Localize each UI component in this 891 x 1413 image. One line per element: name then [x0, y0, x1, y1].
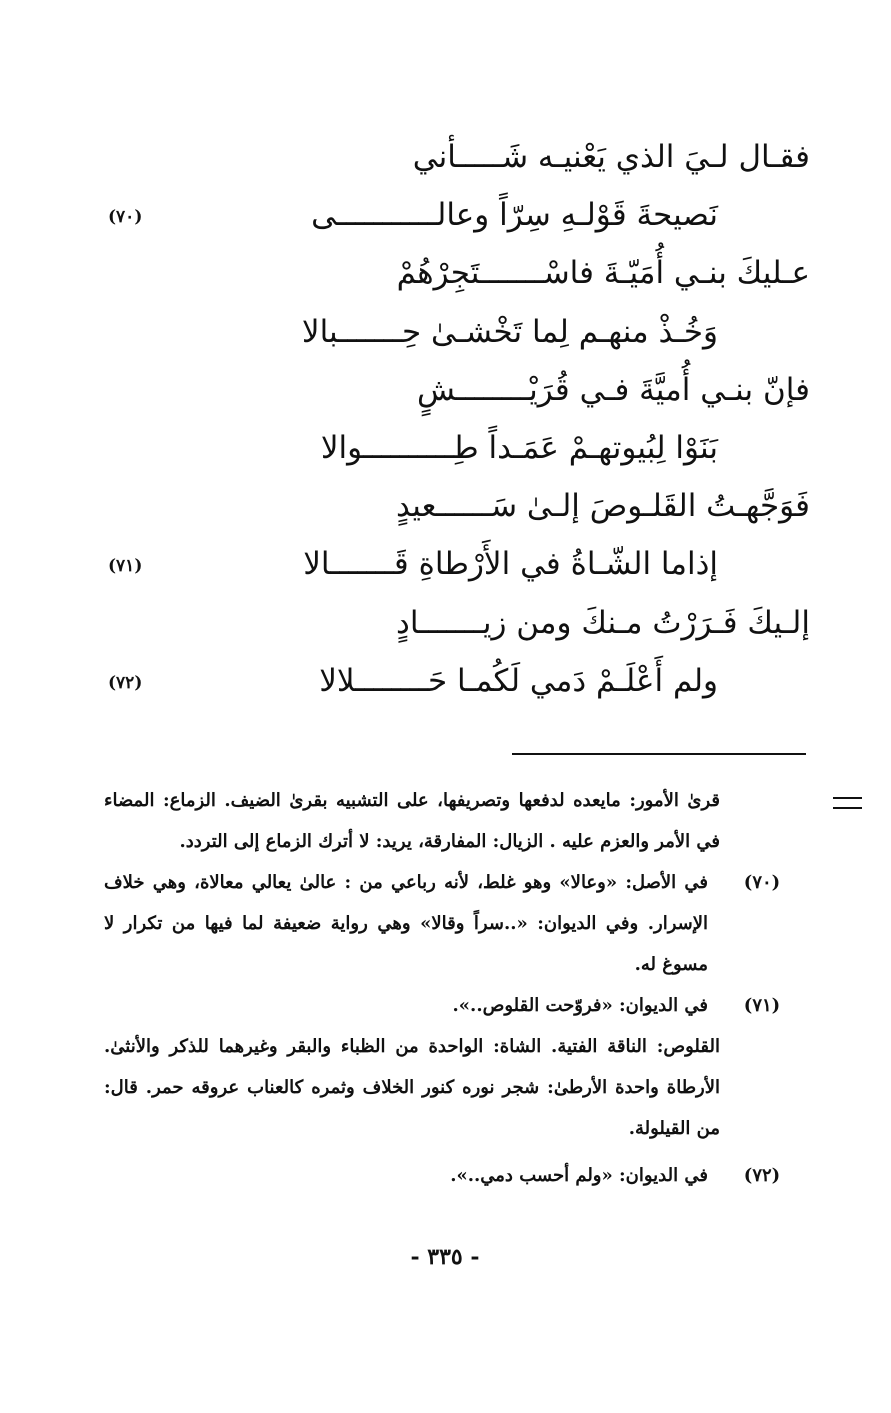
footnote-number: (٧٢): [743, 1165, 781, 1186]
poem-verse: [100, 128, 810, 186]
footnotes: [104, 780, 816, 1196]
verse-text: إلـيكَ فَـرَرْتُ مـنكَ ومن زيـــــــادٍ: [396, 604, 810, 641]
verse-text: فإنّ بنـي أُميَّةَ فـي قُرَيْــــــــشٍ: [416, 371, 810, 408]
poem-verse: [100, 419, 810, 477]
poem-verse: [100, 652, 810, 710]
verse-text: فَوَجَّهـتُ القَلـوصَ إلـىٰ سَــــــعيدٍ: [396, 488, 810, 525]
footnote-separator: [512, 753, 806, 755]
poem: [100, 128, 810, 710]
footnote: [104, 780, 816, 862]
verse-text: بَنَوْا لِبُيوتهـمْ عَمَـداً طِــــــــــوالا: [320, 429, 718, 466]
footnote-text: القلوص: الناقة الفتية. الشاة: الواحدة من الظباء والبقر وغيرهما للذكر والأنثىٰ. الأرطاة واحدة الأرطىٰ: شجر نوره كنور الخلاف وثمره كالعناب عروقه حمر. قال: من القيلولة.: [104, 1036, 720, 1139]
footnote-number: (٧٠): [743, 872, 781, 893]
footnote: [104, 1155, 816, 1196]
poem-verse: [100, 535, 810, 593]
footnote: [104, 862, 816, 985]
verse-text: عـليكَ بنـي أُمَيّـةَ فاسْـــــــتَجِرْهُمْ: [396, 255, 810, 292]
verse-text: ولم أَعْلَـمْ دَمي لَكُمـا حَــــــــلالا: [319, 662, 718, 699]
verse-text: إذاما الشّـاةُ في الأَرْطاةِ قَـــــــالا: [303, 546, 718, 583]
footnote-text: في الديوان: «ولم أحسب دمي..».: [450, 1165, 708, 1186]
footnote: [104, 985, 816, 1026]
verse-text: فقـال لـيَ الذي يَعْنيـه شَـــــأني: [412, 139, 810, 175]
footnote-text: قرىٰ الأمور: مايعده لدفعها وتصريفها، على التشبيه بقرىٰ الضيف. الزماع: المضاء في الأمر والعزم عليه . الزيال: المفارقة، يريد: لا أترك الزماع إلى التردد.: [104, 790, 720, 852]
poem-verse: [100, 186, 810, 244]
margin-mark: [833, 797, 862, 809]
verse-text: نَصيحةَ قَوْلـهِ سِرّاً وعالـــــــــــى: [311, 197, 718, 234]
verse-footnote-number: (٧١): [108, 556, 143, 577]
poem-verse: [100, 303, 810, 361]
footnote-text: في الديوان: «فروّحت القلوص..».: [452, 995, 708, 1016]
footnote-number: (٧١): [743, 995, 781, 1016]
page-number: - ٣٣٥ -: [410, 1244, 480, 1270]
footnote-text: في الأصل: «وعالا» وهو غلط، لأنه رباعي من : عالىٰ يعالي معالاة، وهي خلاف الإسرار. وفي الديوان: «..سراً وقالا» وهي رواية ضعيفة لما فيها من تكرار لا مسوغ له.: [104, 872, 708, 975]
poem-verse: [100, 594, 810, 652]
poem-verse: [100, 477, 810, 535]
verse-footnote-number: (٧٠): [108, 207, 143, 228]
poem-verse: [100, 361, 810, 419]
verse-text: وَخُـذْ منهـم لِما تَخْشـىٰ حِـــــــبالا: [301, 313, 718, 350]
footnote: [104, 1026, 816, 1149]
poem-verse: [100, 244, 810, 302]
verse-footnote-number: (٧٢): [108, 672, 143, 693]
